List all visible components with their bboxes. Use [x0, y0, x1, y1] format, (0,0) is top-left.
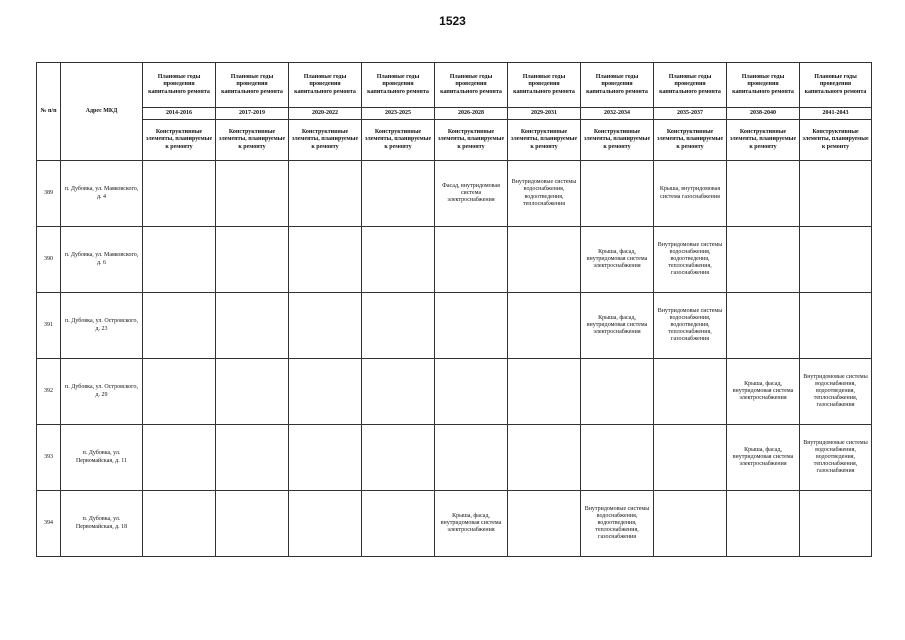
header-period-title: Плановые годы проведения капитального ремонта — [654, 63, 727, 108]
row-period-cell — [289, 161, 362, 227]
row-period-cell — [216, 293, 289, 359]
row-period-cell — [362, 491, 435, 557]
row-number: 389 — [37, 161, 61, 227]
row-period-cell — [362, 359, 435, 425]
row-period-cell — [654, 491, 727, 557]
row-period-cell — [508, 359, 581, 425]
table-row — [37, 425, 872, 491]
row-period-cell: Внутридомовые системы водоснабжения, водоотведения, теплоснабжения, газоснабжения — [581, 491, 654, 557]
header-period-elements: Конструктивные элементы, планируемые к ремонту — [435, 120, 508, 161]
row-period-cell — [143, 293, 216, 359]
header-period-years: 2017-2019 — [216, 108, 289, 120]
header-period-years: 2026-2028 — [435, 108, 508, 120]
row-period-cell — [435, 359, 508, 425]
row-period-cell: Крыша, фасад, внутридомовая система электроснабжения — [435, 491, 508, 557]
header-period-years: 2038-2040 — [727, 108, 800, 120]
row-number: 393 — [37, 425, 61, 491]
header-row-titles — [37, 63, 872, 108]
row-period-cell: Внутридомовые системы водоснабжения, водоотведения, теплоснабжения, газоснабжения — [654, 293, 727, 359]
header-period-title: Плановые годы проведения капитального ремонта — [581, 63, 654, 108]
row-period-cell — [800, 227, 872, 293]
row-period-cell — [435, 293, 508, 359]
row-period-cell — [216, 359, 289, 425]
row-period-cell — [362, 161, 435, 227]
header-period-elements: Конструктивные элементы, планируемые к ремонту — [508, 120, 581, 161]
row-period-cell: Крыша, фасад, внутридомовая система электроснабжения — [727, 359, 800, 425]
row-period-cell — [508, 293, 581, 359]
row-address: п. Дубовка, ул. Первомайская, д. 11 — [61, 425, 143, 491]
header-period-title: Плановые годы проведения капитального ремонта — [143, 63, 216, 108]
row-period-cell — [289, 425, 362, 491]
row-address: п. Дубовка, ул. Маяковского, д. 4 — [61, 161, 143, 227]
header-period-title: Плановые годы проведения капитального ремонта — [362, 63, 435, 108]
header-period-years: 2035-2037 — [654, 108, 727, 120]
row-period-cell — [289, 293, 362, 359]
page-number: 1523 — [439, 14, 466, 28]
header-period-elements: Конструктивные элементы, планируемые к ремонту — [143, 120, 216, 161]
row-address: п. Дубовка, ул. Маяковского, д. 6 — [61, 227, 143, 293]
row-period-cell — [435, 227, 508, 293]
header-period-years: 2023-2025 — [362, 108, 435, 120]
row-period-cell: Внутридомовые системы водоснабжения, водоотведения, теплоснабжения, газоснабжения — [800, 359, 872, 425]
row-period-cell — [216, 491, 289, 557]
row-period-cell — [289, 227, 362, 293]
header-period-title: Плановые годы проведения капитального ремонта — [800, 63, 872, 108]
row-period-cell — [216, 425, 289, 491]
row-address: п. Дубовка, ул. Островского, д. 23 — [61, 293, 143, 359]
header-period-years: 2029-2031 — [508, 108, 581, 120]
header-period-years: 2041-2043 — [800, 108, 872, 120]
header-period-elements: Конструктивные элементы, планируемые к ремонту — [727, 120, 800, 161]
row-period-cell — [654, 425, 727, 491]
row-period-cell — [800, 293, 872, 359]
row-period-cell — [727, 161, 800, 227]
row-period-cell — [143, 227, 216, 293]
row-number: 391 — [37, 293, 61, 359]
row-period-cell — [216, 227, 289, 293]
header-period-elements: Конструктивные элементы, планируемые к ремонту — [800, 120, 872, 161]
row-period-cell: Внутридомовые системы водоснабжения, водоотведения, теплоснабжения, газоснабжения — [654, 227, 727, 293]
row-period-cell — [362, 227, 435, 293]
row-period-cell — [800, 491, 872, 557]
row-period-cell — [289, 359, 362, 425]
row-period-cell — [362, 293, 435, 359]
header-period-elements: Конструктивные элементы, планируемые к ремонту — [581, 120, 654, 161]
header-period-title: Плановые годы проведения капитального ремонта — [508, 63, 581, 108]
row-period-cell: Внутридомовые системы водоснабжения, водоотведения, теплоснабжения — [508, 161, 581, 227]
row-period-cell — [727, 227, 800, 293]
row-period-cell — [727, 491, 800, 557]
header-period-elements: Конструктивные элементы, планируемые к ремонту — [216, 120, 289, 161]
row-number: 392 — [37, 359, 61, 425]
header-period-title: Плановые годы проведения капитального ремонта — [289, 63, 362, 108]
header-period-elements: Конструктивные элементы, планируемые к ремонту — [289, 120, 362, 161]
table-row — [37, 161, 872, 227]
table-row — [37, 227, 872, 293]
row-period-cell — [143, 161, 216, 227]
header-row-elements — [37, 120, 872, 161]
row-period-cell — [581, 425, 654, 491]
header-period-years: 2020-2022 — [289, 108, 362, 120]
header-period-years: 2032-2034 — [581, 108, 654, 120]
row-address: п. Дубовка, ул. Первомайская, д. 18 — [61, 491, 143, 557]
header-period-title: Плановые годы проведения капитального ремонта — [435, 63, 508, 108]
row-address: п. Дубовка, ул. Островского, д. 29 — [61, 359, 143, 425]
row-period-cell — [289, 491, 362, 557]
row-period-cell — [800, 161, 872, 227]
row-period-cell — [143, 359, 216, 425]
row-period-cell — [216, 161, 289, 227]
row-period-cell — [435, 425, 508, 491]
header-address: Адрес МКД — [61, 63, 143, 161]
row-period-cell: Внутридомовые системы водоснабжения, водоотведения, теплоснабжения, газоснабжения — [800, 425, 872, 491]
row-period-cell: Фасад, внутридомовая система электроснабжения — [435, 161, 508, 227]
header-period-elements: Конструктивные элементы, планируемые к ремонту — [362, 120, 435, 161]
header-row-years — [37, 108, 872, 120]
row-period-cell: Крыша, фасад, внутридомовая система электроснабжения — [727, 425, 800, 491]
header-period-years: 2014-2016 — [143, 108, 216, 120]
header-num: № п/п — [37, 63, 61, 161]
capital-repair-plan-table — [36, 62, 872, 557]
row-period-cell: Крыша, фасад, внутридомовая система электроснабжения — [581, 227, 654, 293]
row-period-cell — [508, 425, 581, 491]
row-number: 394 — [37, 491, 61, 557]
row-period-cell — [508, 491, 581, 557]
header-period-elements: Конструктивные элементы, планируемые к ремонту — [654, 120, 727, 161]
row-period-cell — [654, 359, 727, 425]
row-period-cell — [362, 425, 435, 491]
row-period-cell — [581, 359, 654, 425]
row-period-cell — [143, 491, 216, 557]
row-period-cell — [143, 425, 216, 491]
table-row — [37, 359, 872, 425]
row-period-cell: Крыша, внутридомовая система газоснабжения — [654, 161, 727, 227]
row-period-cell — [508, 227, 581, 293]
row-period-cell — [727, 293, 800, 359]
header-period-title: Плановые годы проведения капитального ремонта — [727, 63, 800, 108]
table-row — [37, 293, 872, 359]
table-row — [37, 491, 872, 557]
row-period-cell: Крыша, фасад, внутридомовая система электроснабжения — [581, 293, 654, 359]
header-period-title: Плановые годы проведения капитального ремонта — [216, 63, 289, 108]
row-period-cell — [581, 161, 654, 227]
row-number: 390 — [37, 227, 61, 293]
